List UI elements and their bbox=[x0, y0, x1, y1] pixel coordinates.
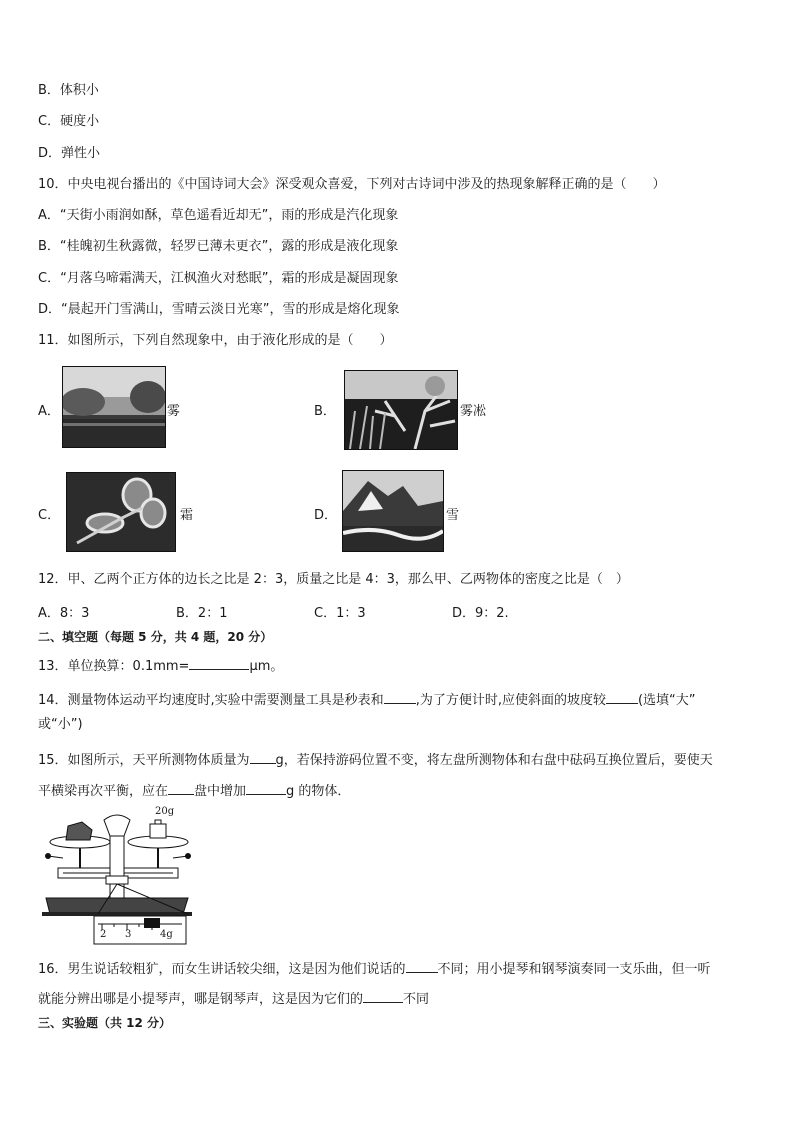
q13-unit: μm。 bbox=[249, 659, 284, 674]
q10-stem: 10．中央电视台播出的《中国诗词大会》深受观众喜爱，下列对古诗词中涉及的热现象解释正确的是（ ） bbox=[38, 177, 666, 192]
snow-photo bbox=[342, 470, 444, 552]
q16-line-1 bbox=[38, 958, 711, 979]
rime-photo bbox=[344, 370, 458, 450]
q10-option-d: D．“晨起开门雪满山，雪晴云淡日光寒”，雪的形成是熔化现象 bbox=[38, 302, 400, 317]
q14-line-1 bbox=[38, 689, 696, 710]
q15-line-2 bbox=[38, 780, 350, 801]
answer-blank[interactable] bbox=[168, 780, 194, 795]
q16-text-2: 不同；用小提琴和钢琴演奏同一支乐曲，但一听 bbox=[437, 962, 711, 977]
q14-text-3: (选填“大” bbox=[637, 693, 696, 708]
option-c-hardness: C．硬度小 bbox=[38, 114, 100, 129]
q15-text-1: 15．如图所示，天平所测物体质量为 bbox=[38, 753, 250, 768]
fog-photo bbox=[62, 366, 166, 448]
weight-label: 20g bbox=[155, 806, 175, 817]
q14-line-2: 或“小”) bbox=[38, 717, 83, 732]
q13-text: 13．单位换算：0.1mm= bbox=[38, 659, 190, 674]
q11-option-a-caption: 雾 bbox=[167, 404, 181, 419]
q14-text-2: ,为了方便计时,应使斜面的坡度较 bbox=[415, 693, 606, 708]
q11-stem: 11．如图所示，下列自然现象中，由于液化形成的是（ ） bbox=[38, 333, 393, 348]
q11-option-c-letter: C． bbox=[38, 508, 61, 523]
q12-option-a: A．8：3 bbox=[38, 606, 90, 621]
q12-stem: 12．甲、乙两个正方体的边长之比是 2：3，质量之比是 4：3，那么甲、乙两物体的密度之比是（ ） bbox=[38, 572, 629, 587]
answer-blank[interactable] bbox=[189, 655, 249, 670]
q12-option-b: B．2：1 bbox=[176, 606, 228, 621]
q11-option-b-caption: 雾凇 bbox=[460, 404, 487, 419]
q11-option-c-caption: 霜 bbox=[180, 508, 194, 523]
q11-option-b-letter: B． bbox=[314, 404, 336, 419]
scale-label-4g: 4g bbox=[160, 929, 173, 940]
option-d-elasticity: D．弹性小 bbox=[38, 146, 101, 161]
q16-text-3: 就能分辨出哪是小提琴声，哪是钢琴声，这是因为它们的 bbox=[38, 992, 364, 1007]
frost-photo bbox=[66, 472, 176, 552]
answer-blank[interactable] bbox=[250, 749, 276, 764]
answer-blank[interactable] bbox=[606, 689, 638, 704]
answer-blank[interactable] bbox=[384, 689, 416, 704]
answer-blank[interactable] bbox=[406, 958, 438, 973]
q11-option-a-letter: A． bbox=[38, 404, 60, 419]
q10-option-c: C．“月落乌啼霜满天，江枫渔火对愁眠”，霜的形成是凝固现象 bbox=[38, 271, 399, 286]
section-2-heading: 二、填空题（每题 5 分，共 4 题，20 分） bbox=[38, 630, 273, 644]
q16-line-2 bbox=[38, 988, 429, 1009]
scale-label-2: 2 bbox=[100, 929, 107, 940]
q11-option-d-letter: D． bbox=[314, 508, 338, 523]
q15-text-4: 盘中增加 bbox=[194, 784, 247, 799]
balance-figure bbox=[38, 806, 198, 948]
q10-option-b: B．“桂魄初生秋露微，轻罗已薄未更衣”，露的形成是液化现象 bbox=[38, 239, 399, 254]
q14-text-1: 14．测量物体运动平均速度时,实验中需要测量工具是秒表和 bbox=[38, 693, 384, 708]
q15-text-2: g，若保持游码位置不变，将左盘所测物体和右盘中砝码互换位置后，要使天 bbox=[275, 753, 713, 768]
q10-option-a: A．“天街小雨润如酥，草色遥看近却无”，雨的形成是汽化现象 bbox=[38, 208, 399, 223]
q15-line-1 bbox=[38, 749, 713, 770]
q16-text-1: 16．男生说话较粗犷，而女生讲话较尖细，这是因为他们说话的 bbox=[38, 962, 406, 977]
q12-option-c: C．1：3 bbox=[314, 606, 366, 621]
section-3-heading: 三、实验题（共 12 分） bbox=[38, 1016, 172, 1030]
option-b-volume: B．体积小 bbox=[38, 83, 99, 98]
scale-label-3: 3 bbox=[125, 929, 132, 940]
q16-text-4: 不同 bbox=[403, 992, 430, 1007]
answer-blank[interactable] bbox=[363, 988, 403, 1003]
q12-option-d: D．9：2. bbox=[452, 606, 509, 621]
q15-text-5: g 的物体． bbox=[286, 784, 351, 799]
q13-line bbox=[38, 655, 283, 676]
q15-text-3: 平横梁再次平衡，应在 bbox=[38, 784, 169, 799]
answer-blank[interactable] bbox=[246, 780, 286, 795]
q11-option-d-caption: 雪 bbox=[446, 508, 460, 523]
